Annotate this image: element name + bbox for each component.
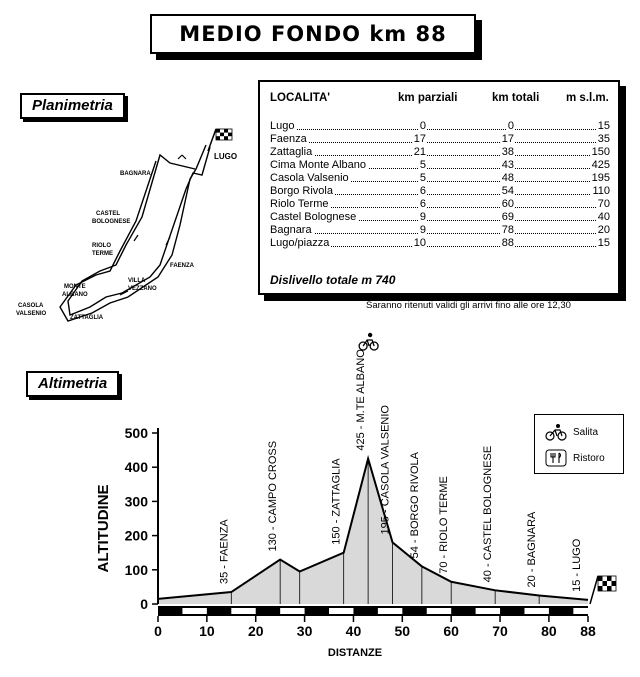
cell-totali: 60 [501,198,514,210]
profile-annotation: 15 - LUGO [571,538,583,592]
map-place-bagnara: BAGNARA [120,171,151,177]
y-axis-label: ALTITUDINE [95,484,112,573]
row-leader-dots [270,120,610,130]
dislivello-total: Dislivello totale m 740 [270,273,396,287]
x-tick-label: 20 [247,623,264,639]
cell-localita: Borgo Rivola [270,185,333,197]
y-tick-label: 200 [124,527,148,544]
x-tick-label: 88 [580,623,596,639]
map-place-casola-2: VALSENIO [16,311,47,317]
cell-localita: Bagnara [270,224,312,236]
distance-bar-segment [427,608,451,614]
finish-flag-icon [208,129,232,151]
profile-annotation: 150 - ZATTAGLIA [330,458,343,545]
distance-bar [158,606,588,616]
distance-bar-segment [182,608,206,614]
profile-annotation: 35 - FAENZA [218,519,231,585]
table-row [270,120,610,133]
table-row [270,159,610,172]
cyclist-icon [545,423,567,441]
cell-totali: 88 [501,237,514,249]
profile-annotation: 40 - CASTEL BOLOGNESE [482,445,495,583]
cell-msl: 425 [591,159,610,171]
header-km-totali: km totali [492,92,540,104]
legend [534,414,624,474]
cell-totali: 69 [501,211,514,223]
cell-totali: 43 [501,159,514,171]
cell-msl: 20 [597,224,610,236]
arrival-note: Saranno ritenuti validi gli arrivi fino alle ore 12,30 [366,300,571,311]
x-tick-label: 80 [541,623,557,639]
legend-salita [545,421,598,443]
planimetria-label: Planimetria [32,97,113,114]
finish-flag-icon [590,576,616,604]
map-place-riolo-terme-2: TERME [92,251,113,257]
cell-parziali: 6 [419,185,426,197]
row-leader-dots [270,146,610,156]
map-place-faenza: FAENZA [170,263,194,269]
y-tick-label: 0 [140,596,148,612]
cell-msl: 15 [597,120,610,132]
cell-localita: Riolo Terme [270,198,329,210]
map-place-castel-bolognese-2: BOLOGNESE [92,219,131,225]
table-row [270,198,610,211]
cell-localita: Cima Monte Albano [270,159,366,171]
y-tick-label: 500 [124,425,148,441]
profile-annotation: 195 - CASOLA VALSENIO [379,405,392,535]
cell-totali: 17 [501,133,514,145]
x-axis-label: DISTANZE [327,647,383,659]
cell-localita: Lugo/piazza [270,237,330,249]
distance-bar-segment [378,608,402,614]
distance-bar-segment [524,608,548,614]
altimetria-label: Altimetria [38,375,108,392]
cell-localita: Faenza [270,133,307,145]
map-place-zattaglia: ZATTAGLIA [70,315,104,321]
cell-totali: 48 [501,172,514,184]
title-box [150,14,476,54]
x-tick-label: 40 [345,623,362,639]
table-row [270,237,610,250]
distance-bar-segment [573,608,588,614]
distance-bar-segment [329,608,353,614]
cell-localita: Lugo [270,120,295,132]
row-leader-dots [270,133,610,143]
x-tick-label: 30 [296,623,313,639]
cell-totali: 78 [501,224,514,236]
cell-parziali: 0 [419,120,426,132]
cell-msl: 15 [597,237,610,249]
page-title: MEDIO FONDO km 88 [179,22,447,46]
altimetry-chart [0,320,640,677]
distance-bar-segment [476,608,500,614]
fork-knife-icon [545,449,567,467]
table-row [270,133,610,146]
planimetria-label-box [20,93,125,119]
map-place-monte-albano-1: MONTE [64,284,86,290]
map-place-riolo-terme-1: RIOLO [92,243,111,249]
table-row [270,185,610,198]
header-msl: m s.l.m. [566,92,609,104]
x-tick-label: 50 [394,623,411,639]
map-place-casola-1: CASOLA [18,303,44,309]
x-tick-label: 10 [199,623,215,639]
cell-parziali: 5 [419,159,426,171]
legend-salita-label: Salita [573,426,599,438]
table-row [270,211,610,224]
y-tick-label: 100 [124,561,148,578]
header-km-parziali: km parziali [398,92,458,104]
summit-cyclist-icon [359,333,378,350]
legend-ristoro-label: Ristoro [573,452,605,464]
y-tick-label: 300 [124,493,148,510]
cell-parziali: 21 [413,146,426,158]
cell-localita: Casola Valsenio [270,172,349,184]
profile-annotation: 425 - M.TE ALBANO [355,349,368,451]
cell-parziali: 5 [419,172,426,184]
cell-localita: Zattaglia [270,146,313,158]
cell-msl: 195 [591,172,610,184]
cell-parziali: 17 [413,133,426,145]
legend-ristoro [545,447,605,469]
cell-msl: 70 [597,198,610,210]
cell-parziali: 10 [413,237,426,249]
x-tick-label: 0 [154,623,162,639]
table-row [270,224,610,237]
cell-totali: 38 [501,146,514,158]
route-map [10,125,250,330]
profile-annotation: 20 - BAGNARA [526,511,539,588]
table-rows [270,120,610,250]
table-row [270,146,610,159]
x-tick-label: 60 [443,623,459,639]
cell-totali: 0 [507,120,514,132]
cell-parziali: 9 [419,211,426,223]
profile-annotation: 70 - RIOLO TERME [438,476,451,574]
cell-parziali: 6 [419,198,426,210]
profile-annotation: 130 - CAMPO CROSS [267,440,280,552]
y-tick-label: 400 [124,459,148,476]
row-leader-dots [270,224,610,234]
cell-msl: 40 [597,211,610,223]
distance-bar-segment [231,608,255,614]
map-place-monte-albano-2: ALBANO [62,292,88,298]
cell-parziali: 9 [419,224,426,236]
cell-msl: 110 [592,185,610,197]
table-row [270,172,610,185]
locations-table [258,80,620,295]
map-place-villa-vezzano-1: VILLA [128,278,146,284]
cell-msl: 35 [597,133,610,145]
map-place-castel-bolognese-1: CASTEL [96,211,120,217]
header-localita: LOCALITA' [270,92,331,104]
profile-annotation: 54 - BORGO RIVOLA [408,452,421,559]
cell-localita: Castel Bolognese [270,211,357,223]
map-place-villa-vezzano-2: VEZZANO [128,286,157,292]
distance-bar-segment [280,608,304,614]
cell-msl: 150 [591,146,610,158]
cell-totali: 54 [501,185,514,197]
x-tick-label: 70 [492,623,508,639]
map-place-lugo: LUGO [214,152,238,161]
